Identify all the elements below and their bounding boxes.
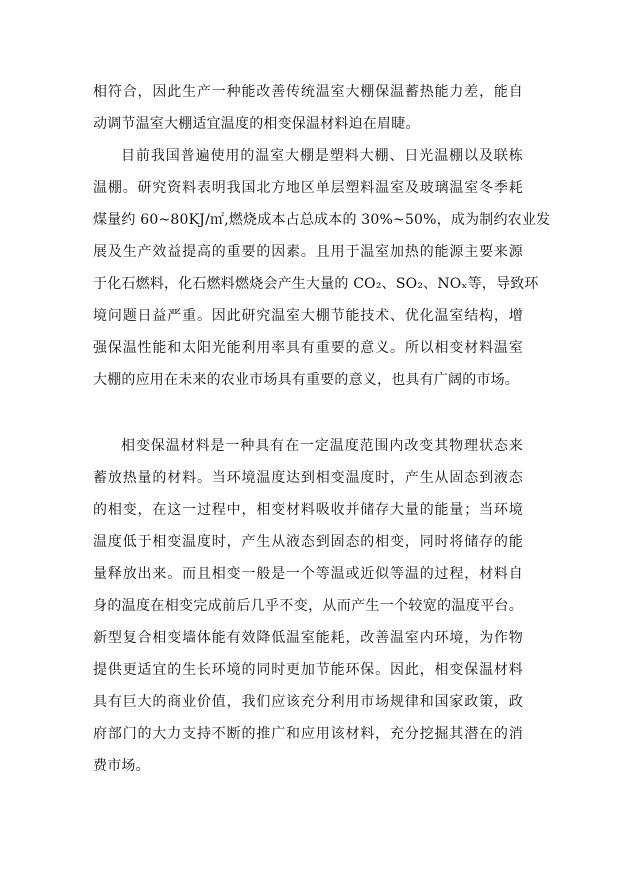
text-line: 新型复合相变墙体能有效降低温室能耗，改善温室内环境，为作物 [93,630,523,646]
text-line: 蓄放热量的材料。当环境温度达到相变温度时，产生从固态到液态 [93,470,523,486]
text-line: 于化石燃料，化石燃料燃烧会产生大量的 CO₂、SO₂、NOₓ等，导致环 [93,276,539,292]
paragraph-2 [93,140,551,396]
text-line: 具有巨大的商业价值，我们应该充分利用市场规律和国家政策，政 [93,694,523,710]
paragraph-1 [93,76,523,140]
text-line: 强保温性能和太阳光能利用率具有重要的意义。所以相变材料温室 [93,340,523,356]
text-line: 煤量约 60~80KJ/㎡,燃烧成本占总成本的 30%~50%，成为制约农业发 [93,212,551,228]
text-line: 提供更适宜的生长环境的同时更加节能环保。因此，相变保温材料 [93,662,523,678]
paragraph-3 [93,430,523,782]
document-page [93,76,551,782]
text-line: 温棚。研究资料表明我国北方地区单层塑料温室及玻璃温室冬季耗 [93,180,523,196]
text-line: 展及生产效益提高的重要的因素。且用于温室加热的能源主要来源 [93,244,523,260]
text-line: 动调节温室大棚适宜温度的相变保温材料迫在眉睫。 [93,116,420,132]
text-line: 大棚的应用在未来的农业市场具有重要的意义，也具有广阔的市场。 [93,372,519,388]
text-line: 身的温度在相变完成前后几乎不变，从而产生一个较宽的温度平台。 [93,598,523,614]
text-line: 府部门的大力支持不断的推广和应用该材料，充分挖掘其潜在的消 [93,726,523,742]
text-line: 的相变，在这一过程中，相变材料吸收并储存大量的能量；当环境 [93,502,523,518]
text-line: 相变保温材料是一种具有在一定温度范围内改变其物理状态来 [121,438,523,454]
paragraph-gap [93,396,523,430]
text-line: 量释放出来。而且相变一般是一个等温或近似等温的过程，材料自 [93,566,523,582]
text-line: 境问题日益严重。因此研究温室大棚节能技术、优化温室结构，增 [93,308,523,324]
text-line: 费市场。 [93,758,150,774]
text-line: 相符合，因此生产一种能改善传统温室大棚保温蓄热能力差，能自 [93,84,523,100]
text-line: 目前我国普遍使用的温室大棚是塑料大棚、日光温棚以及联栋 [121,148,523,164]
text-line: 温度低于相变温度时，产生从液态到固态的相变，同时将储存的能 [93,534,523,550]
